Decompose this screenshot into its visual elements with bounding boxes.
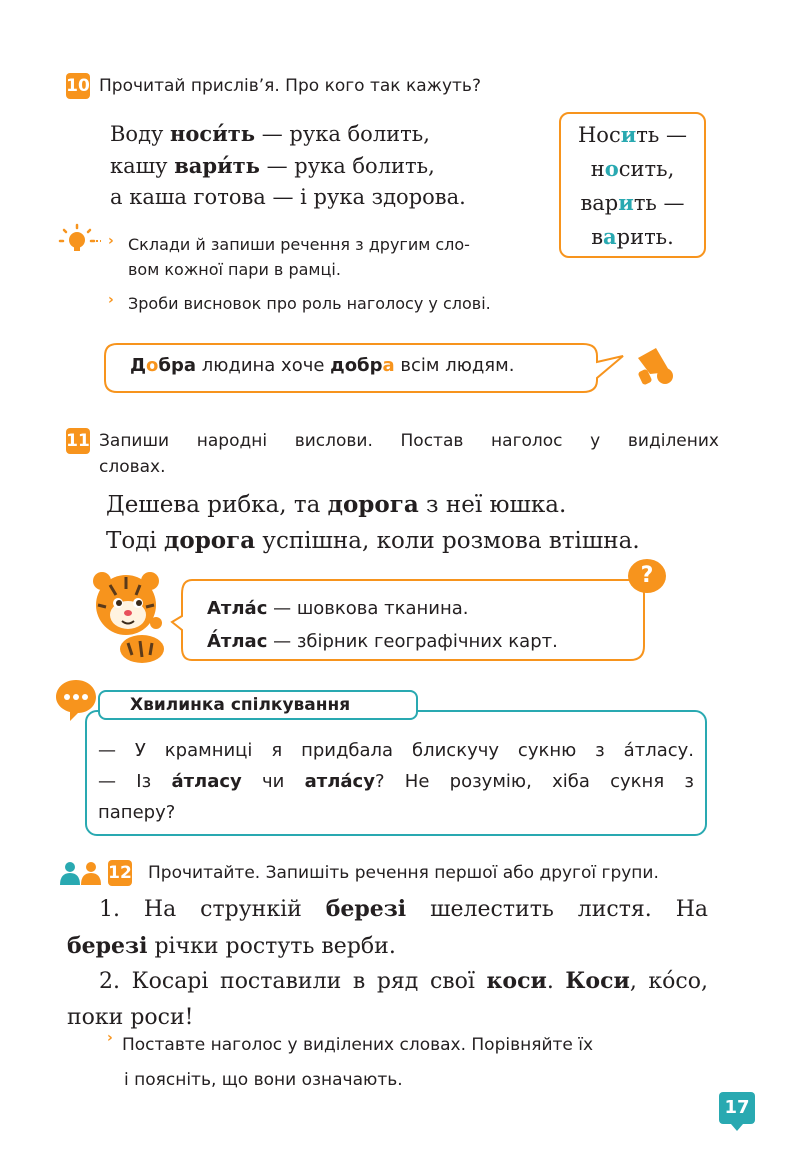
question-icon: ? [628,559,666,593]
proverb [110,118,560,213]
bullet-arrow-icon: › [108,233,114,249]
pair-work-icon [59,861,103,885]
task-number-11: 11 [66,428,90,454]
dialogue-line: — Із а́тласу чи атла́су? Не розумію, хіба сукня з [98,771,694,792]
frame-word: Носить — [577,122,688,147]
task-number-12: 12 [108,860,132,886]
saying-line: Тоді дорога успішна, коли розмова втішна. [106,527,640,554]
task10-bullet-2: Зроби висновок про роль наголосу у слові. [128,294,491,313]
task11-instruction: Запиши народні вислови. Постав наголос у виділених словах. [99,431,719,477]
talk-dialogue [98,735,694,828]
task11-sayings [106,487,640,559]
task12-group-2: 2. Косарі поставили в ряд свої коси. Коси, ко́со, поки роси! [67,968,708,1030]
task12-instruction: Прочитайте. Запишіть речення першої або другої групи. [148,863,659,883]
frame-word: варить — [580,190,685,215]
proverb-line: кашу вари́ть — рука болить, [110,153,435,178]
page-number: 17 [719,1092,755,1124]
proverb-line: а каша готова — і рука здорова. [110,185,466,209]
frame-word: носить, [590,156,675,181]
definition-line: Атла́с — шовкова тканина. [207,598,469,619]
bullet-arrow-icon: › [107,1030,113,1046]
chat-bubble-icon [52,676,100,724]
task12-group-1: 1. На стрункій березі шелестить листя. На березі річки ростуть верби. [67,896,709,959]
proverb-line: Воду носи́ть — рука болить, [110,121,430,146]
bullet-arrow-icon: › [108,292,114,308]
megaphone-icon [632,344,678,388]
dialogue-line: паперу? [98,802,176,823]
stress-frame [559,112,706,258]
dialogue-line: — У крамниці я придбала блискучу сукню з а́тласу. [98,740,694,761]
task-number-10: 10 [66,73,90,99]
task10-bullet-1: Склади й запиши речення з другим сло- вом кожної пари в рамці. [128,235,470,279]
page-number-pointer [731,1124,743,1131]
frame-word: варить. [591,224,674,249]
task12-bullet: Поставте наголос у виділених словах. Порівняйте їх і поясніть, що вони означають. [122,1035,594,1090]
definition-line: А́тлас — збірник географічних карт. [207,631,558,652]
talk-title: Хвилинка спілкування [130,695,351,715]
saying-text: Добра людина хоче добра всім людям. [130,355,515,376]
atlas-definitions [207,592,558,658]
saying-line: Дешева рибка, та дорога з неї юшка. [106,491,567,518]
task10-instruction: Прочитай прислів’я. Про кого так кажуть? [99,76,481,96]
lightbulb-icon [55,222,105,258]
